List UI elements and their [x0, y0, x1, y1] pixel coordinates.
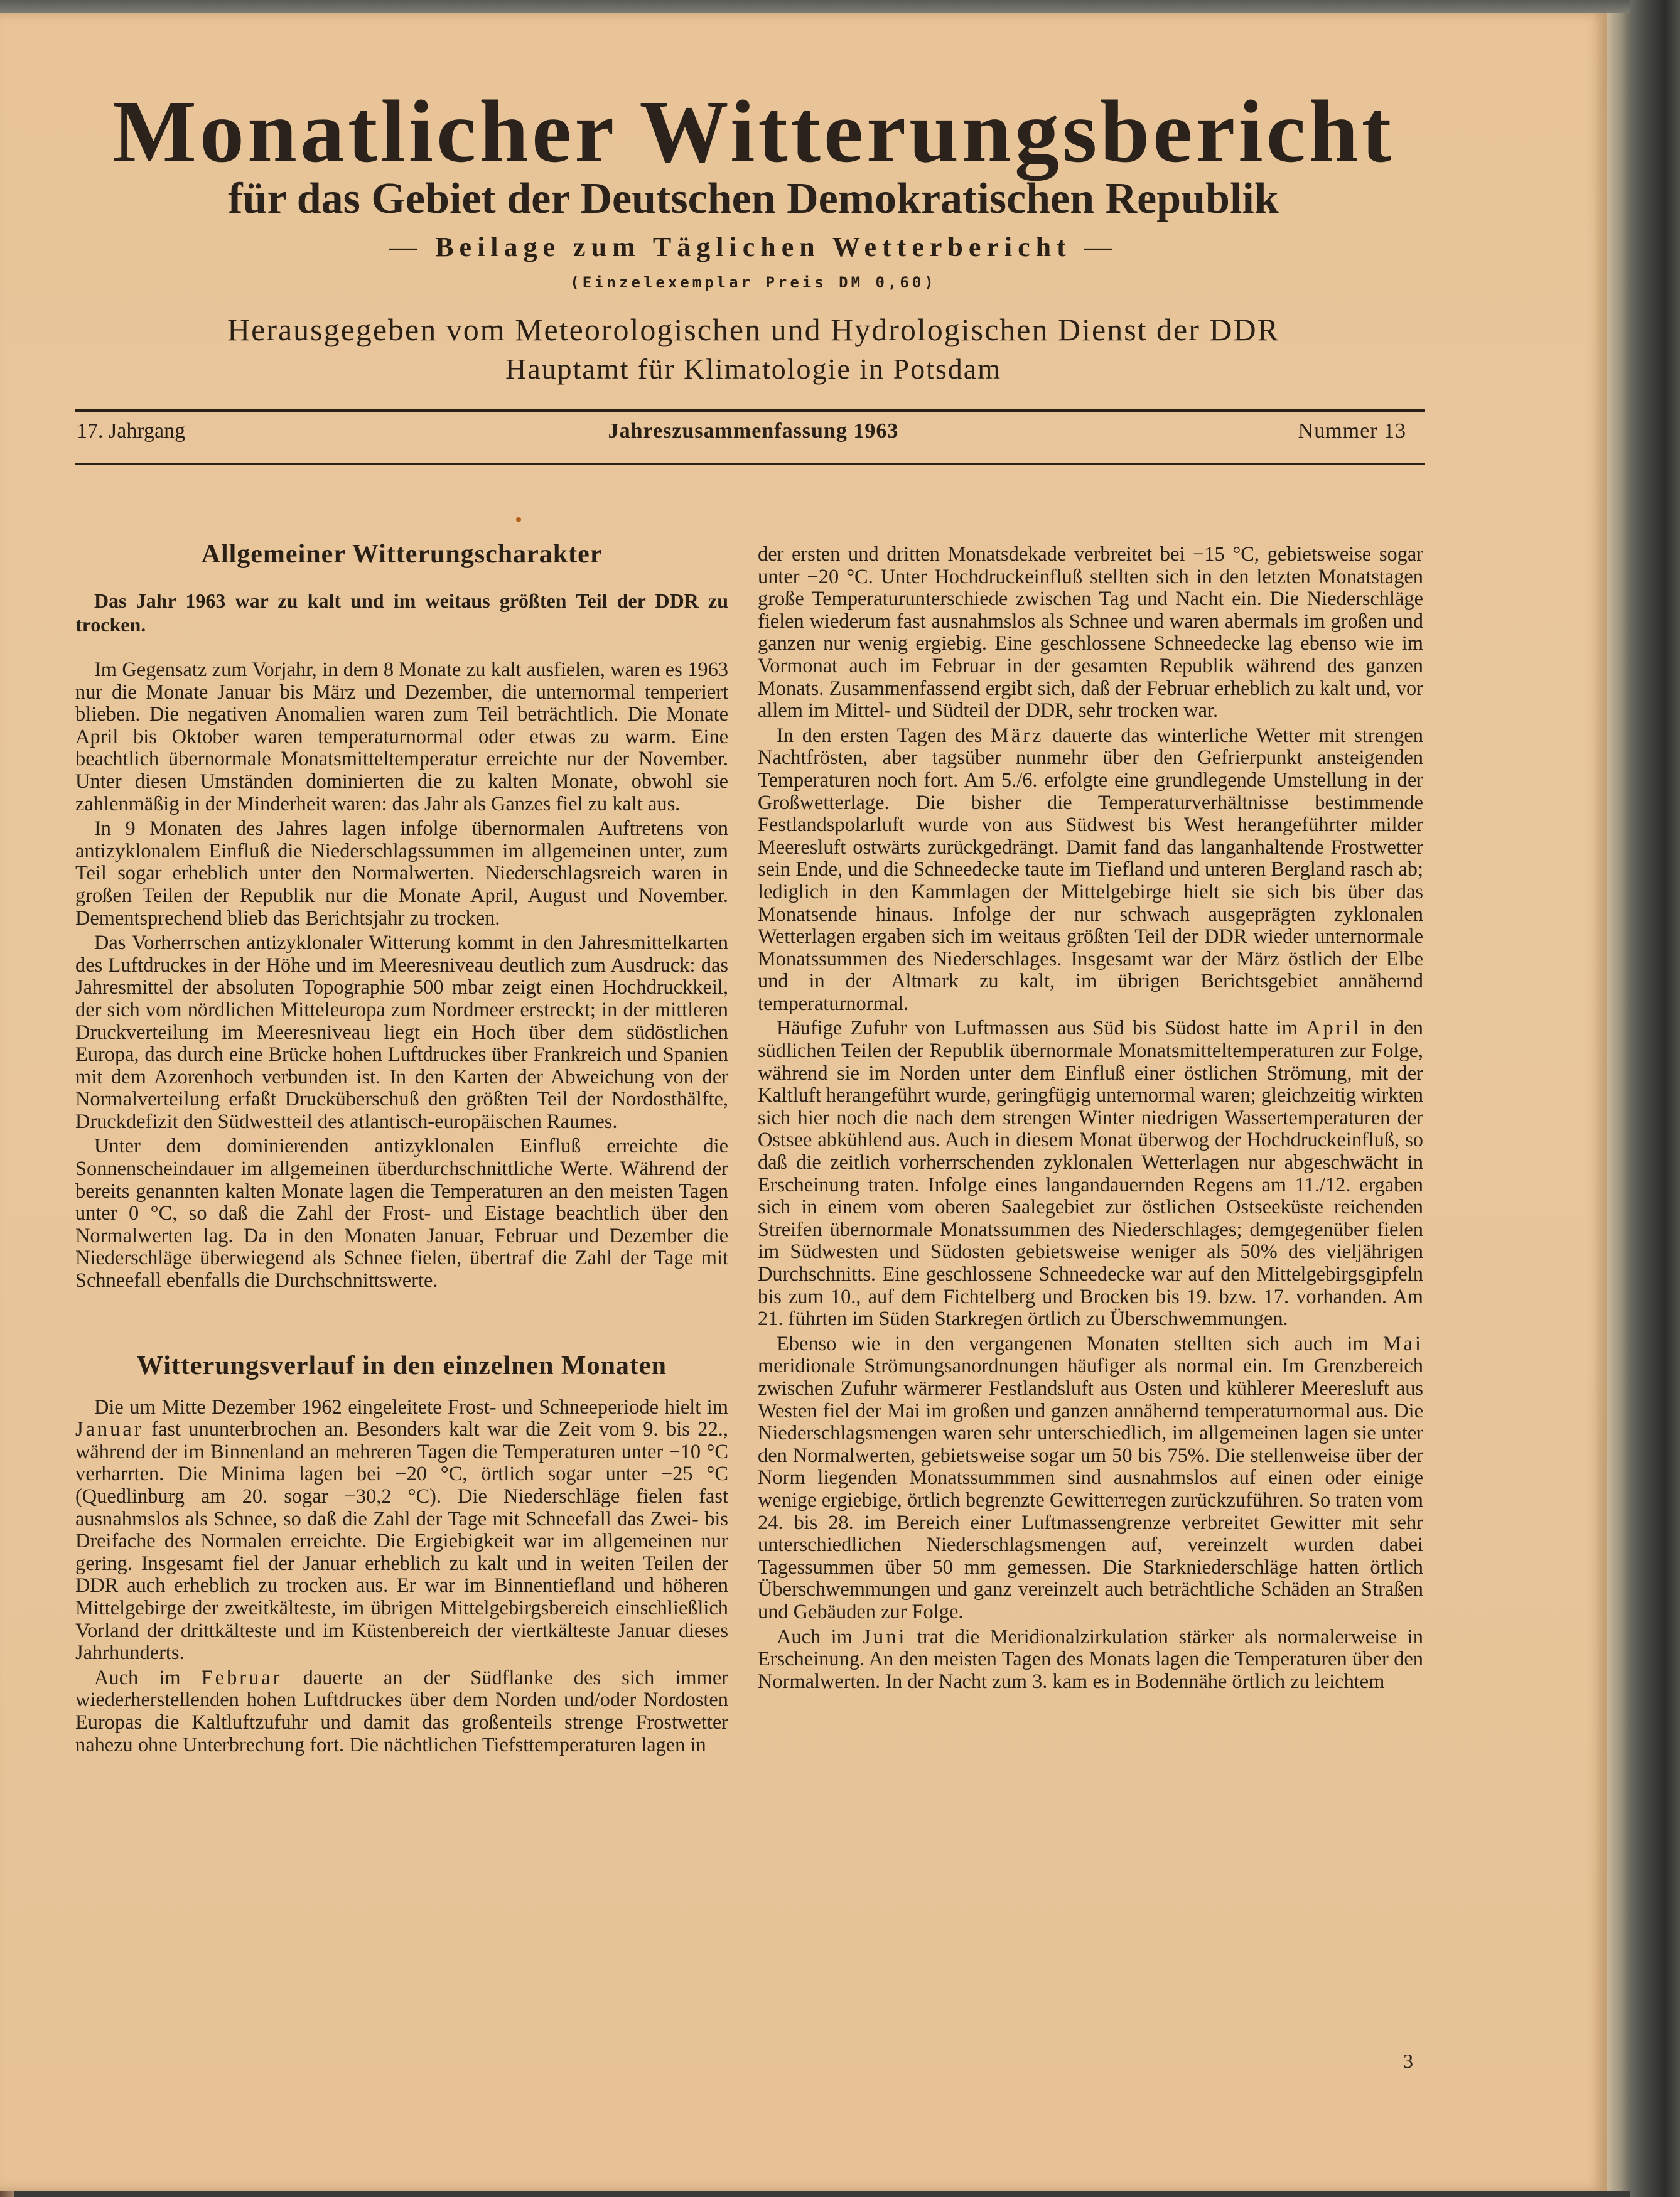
- month-name: Juni: [863, 1625, 907, 1648]
- section-heading-general: Allgemeiner Witterungscharakter: [201, 540, 603, 569]
- page: [0, 13, 1607, 2191]
- right-column: [758, 544, 1423, 1695]
- masthead-office: Hauptamt für Klimatologie in Potsdam: [505, 353, 1001, 385]
- ink-speck: [516, 517, 521, 522]
- section-lead: Das Jahr 1963 war zu kalt und im weitaus größten Teil der DDR zu trocken.: [75, 589, 728, 636]
- book-binding: [1630, 0, 1680, 2197]
- header-rule-top: [75, 409, 1425, 412]
- paragraph: Im Gegensatz zum Vorjahr, in dem 8 Monate zu kalt ausfielen, waren es 1963 nur die Monate Januar bis März und Dezember, die unternormal temperiert blieben. Die negativen Anomalien waren zum Teil beträchtlich. Die Monate April bis Oktober waren temperaturnormal oder etwas zu warm. Eine beachtlich übernormale Monatsmitteltemperatur erreichte nur der November. Unter diesen Umständen dominierten die zu kalten Monate, obwohl sie zahlenmäßig in der Minderheit waren: das Jahr als Ganzes fiel zu kalt aus.: [75, 658, 728, 815]
- paragraph: Unter dem dominierenden antizyklonalen Einfluß erreichte die Sonnenscheindauer im allgemeinen überdurchschnittliche Werte. Während der bereits genannten kalten Monate lagen die Temperaturen an den meisten Tagen unter 0 °C, so daß die Zahl der Frost- und Eistage beachtlich über den Normalwerten lag. Da in den Monaten Januar, Februar und Dezember die Niederschläge überwiegend als Schnee fielen, übertraf die Zahl der Tage mit Schneefall ebenfalls die Durchschnittswerte.: [75, 1135, 728, 1292]
- masthead-supplement: — Beilage zum Täglichen Wetterbericht —: [389, 232, 1117, 262]
- paragraph-june: Auch im Juni trat die Meridionalzirkulation stärker als normalerweise in Erscheinung. An den meisten Tagen des Monats lagen die Temperaturen über den Normalwerten. In der Nacht zum 3. kam es in Bodennähe örtlich zu leichtem: [758, 1625, 1423, 1693]
- paragraph-january: Die um Mitte Dezember 1962 eingeleitete Frost- und Schneeperiode hielt im Januar fast ununterbrochen an. Besonders kalt war die Zeit vom 9. bis 22., während der im Binnenland an mehreren Tagen die Temperaturen unter −10 °C verharrten. Die Minima lagen bei −20 °C, örtlich sogar unter −25 °C (Quedlinburg am 20. sogar −30,2 °C). Die Niederschläge fielen fast ausnahmslos als Schnee, so daß die Zahl der Tage mit Schneefall das Zwei- bis Dreifache des Normalen erreichte. Die Ergiebigkeit war im allgemeinen nur gering. Insgesamt fiel der Januar erheblich zu kalt und in weiten Teilen der DDR auch erheblich zu trocken aus. Er war im Binnentiefland und höheren Mittelgebirge der zweitkälteste, im übrigen Mittelgebirgsbereich einschließlich Vorland der drittkälteste und im Küstenbereich der viertkälteste Januar dieses Jahrhunderts.: [75, 1395, 728, 1665]
- paragraph-april: Häufige Zufuhr von Luftmassen aus Süd bis Südost hatte im April in den südlichen Teilen der Republik übernormale Monatsmitteltemperaturen zur Folge, während sie im Norden unter dem Einfluß einer östlichen Strömung, mit der Kaltluft herangeführt wurde, geringfügig unternormal waren; gleichzeitig wirkten sich hier noch die nach dem strengen Winter niedrigen Wassertemperaturen der Ostsee abkühlend aus. Auch in diesem Monat überwog der Hochdruckeinfluß, so daß die zeitlich vorherrschenden zyklonalen Wetterlagen nur abgeschwächt in Erscheinung traten. Infolge eines langandauernden Regens am 11./12. ergaben sich in einem vom oberen Saalegebiet zur östlichen Ostseeküste reichenden Streifen übernormale Monatssummen des Niederschlages; demgegenüber fielen im Südwesten und Südosten gebietsweise weniger als 50% des vieljährigen Durchschnitts. Eine geschlossene Schneedecke war auf den Mittelgebirgsgipfeln bis zum 10., auf dem Fichtelberg und Brocken bis 19. bzw. 17. vorhanden. Am 21. führten im Süden Starkregen örtlich zu Überschwemmungen.: [758, 1017, 1423, 1331]
- masthead-subtitle: für das Gebiet der Deutschen Demokratischen Republik: [228, 175, 1279, 223]
- section-heading-months: Witterungsverlauf in den einzelnen Monaten: [137, 1351, 667, 1380]
- month-name: Mai: [1382, 1332, 1423, 1355]
- month-name: Januar: [75, 1418, 144, 1441]
- page-number: 3: [1403, 2049, 1413, 2072]
- month-name: April: [1306, 1017, 1362, 1040]
- month-name: März: [991, 724, 1044, 747]
- masthead-price: (Einzelexemplar Preis DM 0,60): [570, 274, 937, 291]
- page-edge: [1607, 13, 1630, 2191]
- paragraph-march: In den ersten Tagen des März dauerte das winterliche Wetter mit strengen Nachtfrösten, aber tagsüber nunmehr über den Gefrierpunkt ansteigenden Temperaturen noch fort. Am 5./6. erfolgte eine grundlegende Umstellung in der Großwetterlage. Die bisher die Temperaturverhältnisse bestimmende Festlandspolarluft wurde von aus Südwest bis West herangeführter milder Meeresluft ostwärts zurückgedrängt. Damit fand das langanhaltende Frostwetter sein Ende, und die Schneedecke taute im Tiefland und unteren Bergland rasch ab; lediglich in den Kammlagen der Mittelgebirge hielt sie sich bis über das Monatsende hinaus. Infolge der nur schwach ausgeprägten zyklonalen Wetterlagen ergaben sich im weitaus größten Teil der DDR wieder unternormale Monatssummen des Niederschlages. Insgesamt war der März östlich der Elbe und in der Altmark zu kalt, im übrigen Berichtsgebiet annähernd temperaturnormal.: [758, 724, 1423, 1015]
- issue-number: Nummer 13: [1298, 419, 1406, 443]
- left-column: [75, 539, 728, 1759]
- paragraph-february-continued: der ersten und dritten Monatsdekade verbreitet bei −15 °C, gebietsweise sogar unter −20 °C. Unter Hochdruckeinfluß stellten sich in den letzten Monatstagen große Temperaturunterschiede zwischen Tag und Nacht ein. Die Niederschläge fielen wiederum fast ausnahmslos als Schnee und waren abermals im großen und ganzen nur wenig ergiebig. Eine geschlossene Schneedecke lag ebenso wie im Vormonat auch im Februar in der gesamten Republik während des ganzen Monats. Zusammenfassend ergibt sich, daß der Februar erheblich zu kalt und, vor allem im Mittel- und Südteil der DDR, sehr trocken war.: [758, 543, 1423, 722]
- masthead-publisher: Herausgegeben vom Meteorologischen und Hydrologischen Dienst der DDR: [227, 312, 1279, 347]
- paragraph: In 9 Monaten des Jahres lagen infolge übernormalen Auftretens von antizyklonalem Einfluß die Niederschlagssummen im allgemeinen unter, zum Teil sogar erheblich unter den Normalwerten. Niederschlagsreich waren in großen Teilen der Republik nur die Monate April, August und November. Dementsprechend blieb das Berichtsjahr zu trocken.: [75, 817, 728, 930]
- paragraph-may: Ebenso wie in den vergangenen Monaten stellten sich auch im Mai meridionale Strömungsanordnungen häufiger als normal ein. Im Grenzbereich zwischen Zufuhr wärmerer Festlandsluft aus Osten und kühlerer Meeresluft aus Westen fiel der Mai im großen und ganzen annähernd temperaturnormal aus. Die Niederschlagsmengen waren sehr unterschiedlich, im allgemeinen lagen sie unter den Normalwerten, gebietsweise sogar um 50 bis 75%. Die stellenweise über der Norm liegenden Monatssummmen sind ausnahmslos auf einen oder einige wenige ergiebige, örtlich begrenzte Gewitterregen zurückzuführen. So traten vom 24. bis 28. im Bereich einer Luftmassengrenze verbreitet Gewitter mit sehr unterschiedlichen Niederschlagsmengen auf, vereinzelt wurden dabei Tagessummen über 50 mm gemessen. Die Starkniederschläge hatten örtlich Überschwemmungen und ganz vereinzelt auch beträchtliche Schäden an Straßen und Gebäuden zur Folge.: [758, 1332, 1423, 1623]
- month-name: Februar: [201, 1666, 283, 1689]
- paragraph-february: Auch im Februar dauerte an der Südflanke des sich immer wiederherstellenden hohen Luftdruckes über dem Norden und/oder Nordosten Europas die Kaltluftzufuhr und damit das großenteils strenge Frostwetter nahezu ohne Unterbrechung fort. Die nächtlichen Tiefsttemperaturen lagen in: [75, 1666, 728, 1756]
- masthead-title: Monatlicher Witterungsbericht: [112, 82, 1395, 181]
- header-rule-bottom: [75, 463, 1425, 465]
- issue-edition: Jahreszusammenfassung 1963: [608, 419, 899, 443]
- issue-volume: 17. Jahrgang: [77, 419, 186, 443]
- paragraph: Das Vorherrschen antizyklonaler Witterung kommt in den Jahresmittelkarten des Luftdruckes in der Höhe und im Meeresniveau deutlich zum Ausdruck: das Jahresmittel der absoluten Topographie 500 mbar zeigt einen Hochdruckkeil, der sich vom nördlichen Mitteleuropa zum Nordmeer erstreckt; in der mittleren Druckverteilung im Meeresniveau liegt ein Hoch über dem südöstlichen Europa, das durch eine Brücke hohen Luftdruckes über Frankreich und Spanien mit dem Azorenhoch verbunden ist. In den Karten der Abweichung von der Normalverteilung erfaßt Drucküberschuß den größten Teil der Nordosthälfte, Druckdefizit den Südwestteil des atlantisch-europäischen Raumes.: [75, 932, 728, 1133]
